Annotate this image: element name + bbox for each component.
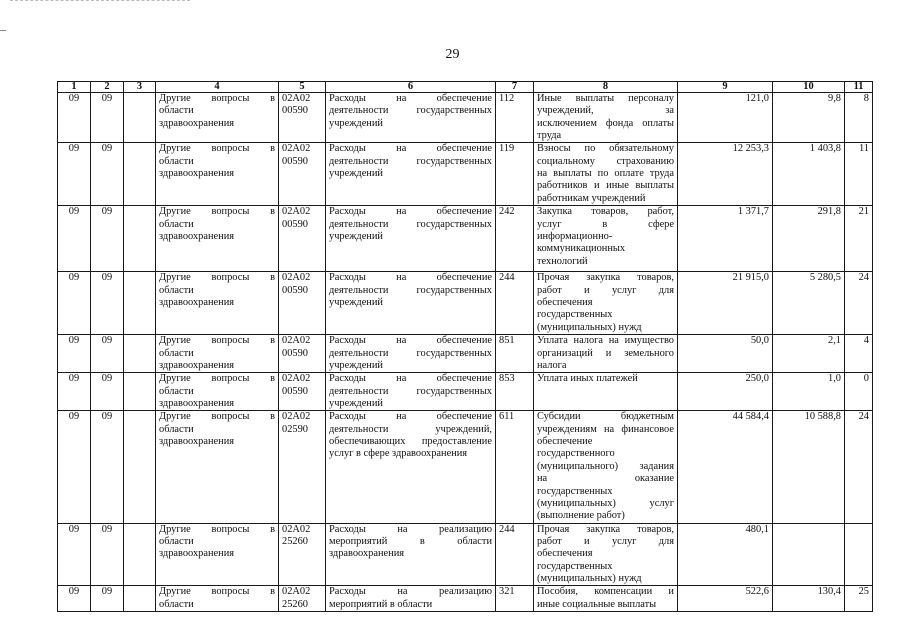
expense-type-cell: 112: [496, 93, 534, 143]
target-code-cell: [279, 335, 326, 373]
plan-amount-cell: 480,1: [678, 523, 773, 586]
text-line: исключением фонда оплаты: [537, 117, 674, 129]
text-line: Другие вопросы в: [159, 272, 275, 284]
header-cell: 8: [534, 82, 678, 93]
table-row: [58, 523, 873, 586]
target-code-cell: [279, 93, 326, 143]
text-line: (муниципальных) нужд: [537, 321, 642, 333]
page-number: 29: [445, 47, 460, 62]
name-cell: [156, 373, 279, 411]
scan-artifact: [10, 0, 190, 4]
name-cell: [156, 206, 279, 272]
section-cell: 09: [58, 411, 91, 523]
text-line: Расходы на обеспечение: [329, 143, 492, 155]
text-line: здравоохранения: [159, 168, 235, 180]
text-line: области: [159, 218, 194, 230]
percent-cell: [845, 523, 873, 586]
text-line: учреждений: [329, 117, 383, 129]
text-line: мероприятий в области: [329, 598, 433, 610]
executed-amount-cell: [773, 523, 845, 586]
empty-cell: [124, 335, 156, 373]
text-line: деятельности государственных: [329, 218, 492, 230]
section-cell: 09: [58, 373, 91, 411]
text-line: Другие вопросы в: [159, 143, 275, 155]
empty-cell: [124, 206, 156, 272]
text-line: области: [159, 598, 194, 610]
text-line: 00590: [282, 218, 308, 230]
expense-type-cell: 321: [496, 586, 534, 612]
text-line: здравоохранения: [159, 231, 235, 243]
plan-amount-cell: 50,0: [678, 335, 773, 373]
text-line: учреждений: [329, 360, 383, 372]
expense-type-cell: 244: [496, 523, 534, 586]
text-line: работникам учреждений: [537, 192, 646, 204]
plan-amount-cell: 522,6: [678, 586, 773, 612]
text-line: (выполнение работ): [537, 510, 625, 522]
article-cell: [326, 586, 496, 612]
text-line: 00590: [282, 347, 308, 359]
header-cell: 9: [678, 82, 773, 93]
text-line: Закупка товаров, работ,: [537, 206, 674, 218]
table-row: [58, 93, 873, 143]
subsection-cell: 09: [91, 586, 124, 612]
plan-amount-cell: 1 371,7: [678, 206, 773, 272]
margin-rule: [0, 30, 6, 31]
text-line: области: [159, 347, 194, 359]
text-line: государственного: [537, 448, 615, 460]
subsection-cell: 09: [91, 143, 124, 206]
section-cell: 09: [58, 93, 91, 143]
text-line: Расходы на обеспечение: [329, 272, 492, 284]
expense-description-cell: [534, 272, 678, 335]
empty-cell: [124, 411, 156, 523]
text-line: Расходы на обеспечение: [329, 373, 492, 385]
text-line: обеспечения: [537, 548, 593, 560]
percent-cell: 24: [845, 411, 873, 523]
text-line: государственных: [537, 560, 613, 572]
subsection-cell: 09: [91, 335, 124, 373]
text-line: Расходы на обеспечение: [329, 206, 492, 218]
subsection-cell: 09: [91, 523, 124, 586]
header-cell: 2: [91, 82, 124, 93]
text-line: 02А02: [282, 523, 311, 535]
text-line: здравоохранения: [159, 360, 235, 372]
header-cell: 7: [496, 82, 534, 93]
name-cell: [156, 143, 279, 206]
header-cell: 10: [773, 82, 845, 93]
table-row: [58, 586, 873, 612]
plan-amount-cell: 121,0: [678, 93, 773, 143]
empty-cell: [124, 373, 156, 411]
text-line: обеспечивающих предоставление: [329, 436, 492, 448]
text-line: труда: [537, 130, 562, 142]
text-line: услуг в сфере здравоохранения: [329, 448, 468, 460]
section-cell: 09: [58, 586, 91, 612]
text-line: учреждений: [329, 231, 383, 243]
table-row: [58, 272, 873, 335]
percent-cell: 8: [845, 93, 873, 143]
text-line: на выплаты по оплате труда: [537, 168, 674, 180]
text-line: иные социальные выплаты: [537, 598, 657, 610]
text-line: учреждений: [329, 297, 383, 309]
text-line: Расходы на обеспечение: [329, 93, 492, 104]
text-line: технологий: [537, 255, 588, 267]
text-line: деятельности государственных: [329, 155, 492, 167]
expense-type-cell: 242: [496, 206, 534, 272]
section-cell: 09: [58, 335, 91, 373]
text-line: 02А02: [282, 373, 311, 385]
percent-cell: 0: [845, 373, 873, 411]
text-line: работ и услуг для: [537, 535, 674, 547]
text-line: 02590: [282, 423, 308, 435]
target-code-cell: [279, 586, 326, 612]
text-line: обеспечения: [537, 297, 593, 309]
text-line: учреждений: [329, 168, 383, 180]
expense-description-cell: [534, 373, 678, 411]
expense-description-cell: [534, 586, 678, 612]
text-line: области: [159, 155, 194, 167]
text-line: Прочая закупка товаров,: [537, 272, 674, 284]
text-line: здравоохранения: [329, 548, 405, 560]
executed-amount-cell: 1,0: [773, 373, 845, 411]
table-row: [58, 206, 873, 272]
expense-type-cell: 119: [496, 143, 534, 206]
executed-amount-cell: 2,1: [773, 335, 845, 373]
text-line: социальному страхованию: [537, 155, 674, 167]
text-line: 25260: [282, 598, 308, 610]
text-line: области: [159, 535, 194, 547]
name-cell: [156, 523, 279, 586]
empty-cell: [124, 143, 156, 206]
text-line: деятельности учреждений,: [329, 423, 492, 435]
text-line: (муниципальных) нужд: [537, 572, 642, 584]
empty-cell: [124, 93, 156, 143]
text-line: 25260: [282, 535, 308, 547]
text-line: Расходы на реализацию: [329, 586, 492, 598]
percent-cell: 4: [845, 335, 873, 373]
text-line: здравоохранения: [159, 117, 235, 129]
text-line: Другие вопросы в: [159, 206, 275, 218]
text-line: здравоохранения: [159, 548, 235, 560]
text-line: обеспечение: [537, 436, 593, 448]
subsection-cell: 09: [91, 93, 124, 143]
section-cell: 09: [58, 206, 91, 272]
empty-cell: [124, 523, 156, 586]
expense-description-cell: [534, 143, 678, 206]
article-cell: [326, 411, 496, 523]
name-cell: [156, 272, 279, 335]
expense-description-cell: [534, 411, 678, 523]
article-cell: [326, 143, 496, 206]
text-line: (муниципальных) услуг: [537, 497, 674, 509]
target-code-cell: [279, 206, 326, 272]
table-row: [58, 143, 873, 206]
text-line: здравоохранения: [159, 436, 235, 448]
text-line: Уплата налога на имущество: [537, 335, 674, 347]
executed-amount-cell: 5 280,5: [773, 272, 845, 335]
text-line: 00590: [282, 284, 308, 296]
expense-type-cell: 611: [496, 411, 534, 523]
executed-amount-cell: 1 403,8: [773, 143, 845, 206]
table-row: [58, 411, 873, 523]
plan-amount-cell: 250,0: [678, 373, 773, 411]
text-line: организаций и земельного: [537, 347, 674, 359]
empty-cell: [124, 272, 156, 335]
text-line: деятельности государственных: [329, 385, 492, 397]
expense-type-cell: 244: [496, 272, 534, 335]
table-row: [58, 373, 873, 411]
text-line: учреждений, за: [537, 105, 674, 117]
table-row: [58, 335, 873, 373]
text-line: Расходы на реализацию: [329, 523, 492, 535]
name-cell: [156, 411, 279, 523]
text-line: Уплата иных платежей: [537, 373, 638, 385]
plan-amount-cell: 21 915,0: [678, 272, 773, 335]
article-cell: [326, 93, 496, 143]
header-cell: 3: [124, 82, 156, 93]
text-line: государственных: [537, 309, 613, 321]
expense-type-cell: 853: [496, 373, 534, 411]
executed-amount-cell: 9,8: [773, 93, 845, 143]
subsection-cell: 09: [91, 411, 124, 523]
header-cell: 5: [279, 82, 326, 93]
header-cell: 1: [58, 82, 91, 93]
text-line: (муниципального) задания: [537, 460, 674, 472]
subsection-cell: 09: [91, 373, 124, 411]
name-cell: [156, 93, 279, 143]
expense-description-cell: [534, 93, 678, 143]
header-cell: 11: [845, 82, 873, 93]
header-cell: 4: [156, 82, 279, 93]
percent-cell: 11: [845, 143, 873, 206]
text-line: мероприятий в области: [329, 535, 492, 547]
text-line: здравоохранения: [159, 297, 235, 309]
text-line: информационно-: [537, 231, 613, 243]
text-line: Субсидии бюджетным: [537, 411, 674, 423]
text-line: 02А02: [282, 143, 311, 155]
text-line: 02А02: [282, 206, 311, 218]
expense-description-cell: [534, 523, 678, 586]
text-line: государственных: [537, 485, 613, 497]
expense-description-cell: [534, 335, 678, 373]
target-code-cell: [279, 373, 326, 411]
expense-type-cell: 851: [496, 335, 534, 373]
text-line: 00590: [282, 155, 308, 167]
subsection-cell: 09: [91, 206, 124, 272]
header-row: [58, 82, 873, 93]
text-line: области: [159, 385, 194, 397]
text-line: 02А02: [282, 586, 311, 598]
text-line: области: [159, 284, 194, 296]
text-line: здравоохранения: [159, 398, 235, 410]
text-line: Другие вопросы в: [159, 335, 275, 347]
name-cell: [156, 586, 279, 612]
text-line: деятельности государственных: [329, 347, 492, 359]
executed-amount-cell: 130,4: [773, 586, 845, 612]
text-line: Другие вопросы в: [159, 523, 275, 535]
text-line: работников и иные выплаты: [537, 180, 674, 192]
percent-cell: 24: [845, 272, 873, 335]
executed-amount-cell: 291,8: [773, 206, 845, 272]
target-code-cell: [279, 411, 326, 523]
plan-amount-cell: 12 253,3: [678, 143, 773, 206]
article-cell: [326, 206, 496, 272]
percent-cell: 25: [845, 586, 873, 612]
text-line: работ и услуг для: [537, 284, 674, 296]
section-cell: 09: [58, 523, 91, 586]
text-line: учреждениям на финансовое: [537, 423, 674, 435]
expense-description-cell: [534, 206, 678, 272]
subsection-cell: 09: [91, 272, 124, 335]
text-line: Иные выплаты персоналу: [537, 93, 674, 104]
text-line: 02А02: [282, 272, 311, 284]
target-code-cell: [279, 272, 326, 335]
article-cell: [326, 373, 496, 411]
text-line: налога: [537, 360, 567, 372]
percent-cell: 21: [845, 206, 873, 272]
text-line: коммуникационных: [537, 243, 626, 255]
budget-table: [57, 81, 873, 612]
text-line: Взносы по обязательному: [537, 143, 674, 155]
text-line: Расходы на обеспечение: [329, 411, 492, 423]
text-line: 02А02: [282, 411, 311, 423]
target-code-cell: [279, 143, 326, 206]
text-line: области: [159, 423, 194, 435]
text-line: области: [159, 105, 194, 117]
text-line: Расходы на обеспечение: [329, 335, 492, 347]
text-line: деятельности государственных: [329, 105, 492, 117]
text-line: 00590: [282, 385, 308, 397]
text-line: учреждений: [329, 398, 383, 410]
text-line: на оказание: [537, 473, 674, 485]
name-cell: [156, 335, 279, 373]
article-cell: [326, 272, 496, 335]
empty-cell: [124, 586, 156, 612]
text-line: услуг в сфере: [537, 218, 674, 230]
text-line: Пособия, компенсации и: [537, 586, 674, 598]
text-line: Прочая закупка товаров,: [537, 523, 674, 535]
text-line: Другие вопросы в: [159, 373, 275, 385]
text-line: 02А02: [282, 93, 311, 104]
text-line: Другие вопросы в: [159, 411, 275, 423]
text-line: 02А02: [282, 335, 311, 347]
section-cell: 09: [58, 143, 91, 206]
text-line: 00590: [282, 105, 308, 117]
text-line: Другие вопросы в: [159, 93, 275, 104]
header-cell: 6: [326, 82, 496, 93]
plan-amount-cell: 44 584,4: [678, 411, 773, 523]
target-code-cell: [279, 523, 326, 586]
executed-amount-cell: 10 588,8: [773, 411, 845, 523]
article-cell: [326, 335, 496, 373]
text-line: Другие вопросы в: [159, 586, 275, 598]
article-cell: [326, 523, 496, 586]
text-line: деятельности государственных: [329, 284, 492, 296]
section-cell: 09: [58, 272, 91, 335]
